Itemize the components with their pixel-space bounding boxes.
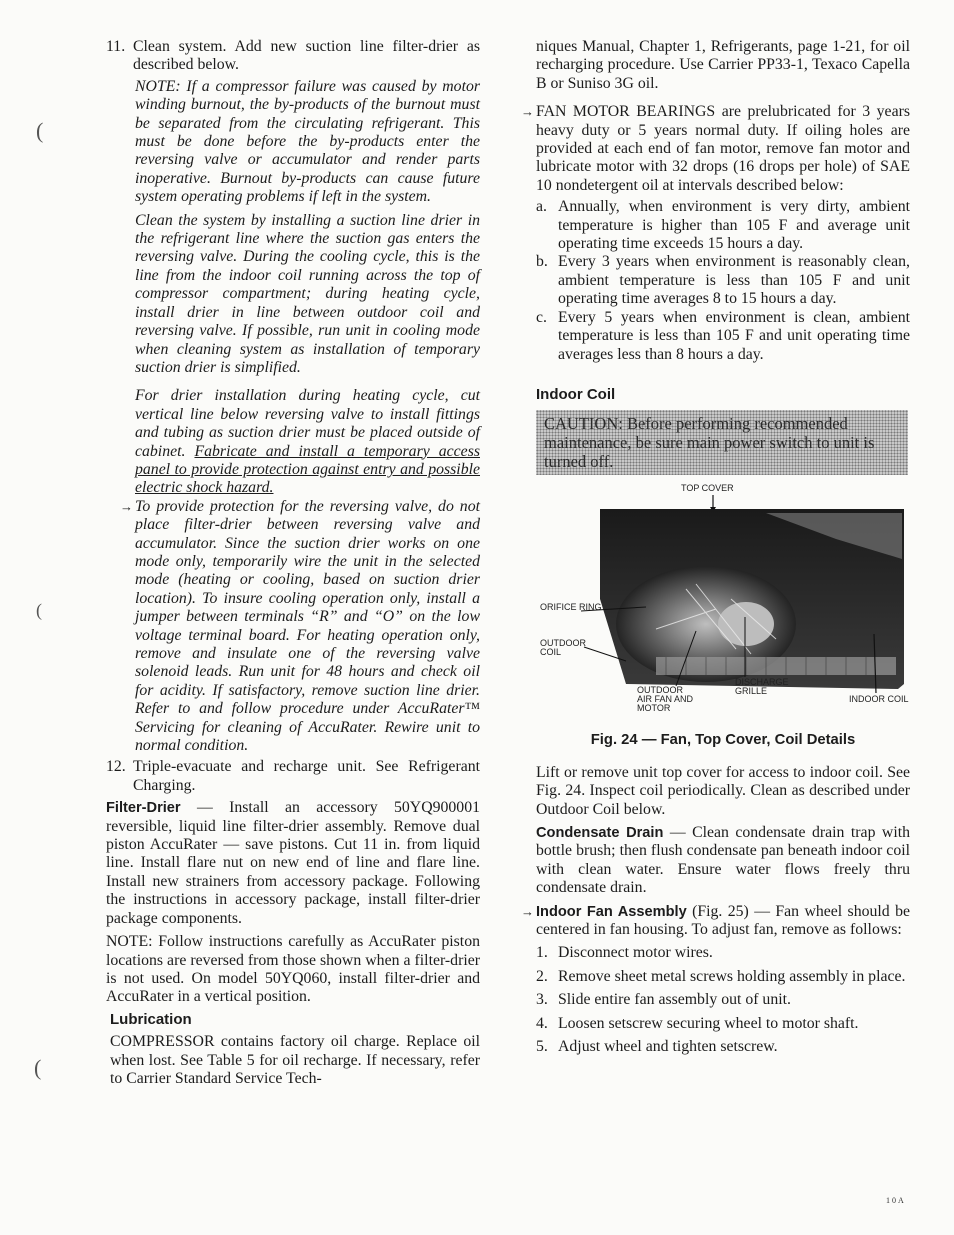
lubrication-heading: Lubrication [110,1010,192,1028]
fig-24-photo [536,479,910,729]
condensate-text: — Clean condensate drain trap with bottle brush; then flush condensate pan beneath indoor coil with clean water. Ensure water flows freely thru condensate drain. [536,823,910,897]
lift-cover-text: Lift or remove unit top cover for access to indoor coil. See Fig. 24. Inspect coil periodically. Clean as described under Outdoor Coil below. [536,763,910,818]
item-text: Annually, when environment is very dirty, ambient temperature is higher than 105 F and average unit operating time exceeds 15 hours a day. [558,198,910,253]
fan-removal-steps [536,944,910,1056]
change-arrow-icon: → [521,104,534,120]
lubrication-text: COMPRESSOR contains factory oil charge. Replace oil when lost. See Table 5 for oil recharge. If necessary, refer to Carrier Standard Service Tech- [110,1033,480,1087]
change-arrow-icon: → [521,903,534,919]
filter-drier-paragraph [106,799,480,928]
label-indoor-coil: INDOOR COIL [849,694,909,705]
step-number: 4. [536,1014,548,1032]
note-text: For drier installation during heating cycle, cut vertical line below reversing valve to install fittings and tubing as suction drier must be placed outside of cabinet. [135,387,480,460]
item-text: Every 3 years when environment is reasonably clean, ambient temperature is less than 105 F and unit operating time averages 8 to 15 hours a day. [558,253,910,308]
list-item [536,1038,910,1056]
item-letter: b. [536,253,548,271]
fan-motor-text: FAN MOTOR BEARINGS are prelubricated for 3 years heavy duty or 5 years normal duty. If oiling holes are provided at each end of fan motor, remove fan motor and lubricate motor with 32 drops (16 drops per hole) of SAE 10 nondetergent oil at intervals described below: [536,103,910,194]
item-text: Every 5 years when environment is clean, ambient temperature is less than 105 F and unit operating time averages less than 8 hours a day. [558,308,910,363]
note-paragraph: NOTE: If a compressor failure was caused by motor winding burnout, the by-products of the burnout must be separated from the circulating refrigerant. This must be done before the by-products enter the reversing valve or accumulator and render parts inoperative. Burnout by-products can cause future system operating problems if left in the system. [135,77,480,206]
step-number: 5. [536,1038,548,1055]
change-arrow-icon: → [120,498,133,514]
list-item [536,253,910,308]
warning-text: Fabricate and install a temporary access panel to provide protection against entry and possible electric shock hazard. [135,442,480,497]
list-item [536,198,910,253]
step-text: Clean system. Add new suction line filter-drier as described below. [133,38,480,74]
filter-drier-label: Filter-Drier [106,800,181,817]
step-text: Adjust wheel and tighten setscrew. [558,1038,778,1055]
step-number: 2. [536,967,548,985]
step-text: Slide entire fan assembly out of unit. [558,991,791,1009]
condensate-label: Condensate Drain [536,824,664,841]
label-outdoor-coil: OUTDOOR COIL [540,638,586,658]
step-text: Loosen setscrew securing wheel to motor shaft. [558,1014,859,1032]
fan-motor-paragraph [521,103,910,195]
figure-caption: Fig. 24 — Fan, Top Cover, Coil Details [590,732,856,749]
margin-bracket-mark: ( [36,118,44,143]
step-number: 12. [106,758,126,776]
list-item [536,1015,910,1033]
item-letter: a. [536,198,547,216]
step-text: Disconnect motor wires. [558,944,713,962]
indoor-fan-paragraph [521,902,910,940]
step-number: 3. [536,991,548,1009]
step-12 [106,758,480,795]
continued-text: niques Manual, Chapter 1, Refrigerants, page 1-21, for oil recharging procedure. Use Carrier PP33-1, Texaco Capella B or Suniso 3G oil. [536,38,910,92]
indoor-coil-heading: Indoor Coil [536,385,616,403]
step-number: 11. [106,38,126,55]
margin-bracket-mark: ( [36,600,42,620]
step-text: Triple-evacuate and recharge unit. See Refrigerant Charging. [133,758,480,794]
list-item [536,991,910,1009]
step-11 [106,38,480,75]
accurater-note: NOTE: Follow instructions carefully as AccuRater piston locations are reversed from those shown when a filter-drier is not used. On model 50YQ060, install filter-drier and AccuRater in a vertical position. [106,933,480,1006]
right-column [521,38,910,1056]
left-column [106,38,480,1088]
indoor-fan-text: (Fig. 25) — Fan wheel should be centered in fan housing. To adjust fan, remove as follows: [536,902,910,938]
filter-drier-text: — Install an accessory 50YQ900001 reversible, liquid line filter-drier assembly. Remove dual piston AccuRater — save pistons. Cut 11 in. from liquid line. Install flare nut on new end of line and flare line. Install new strainers from accessory package. Following the instructions in accessory package, install filter-drier package components. [106,799,480,927]
caution-box: CAUTION: Before performing recommended maintenance, be sure main power switch to unit is turned off. [536,410,908,475]
note-text: To provide protection for the reversing valve, do not place filter-drier between reversing valve and accumulator. Since the suction drier works on one mode only, temporarily wire the unit in the selected mode (heating or cooling, based on suction drier location). To insure cooling operation only, install a jumper between terminals “R” and “O” on the low voltage terminal board. For heating operation only, remove and insulate one of the reversing valve solenoid leads. Run unit for 48 hours and check oil for acidity. If satisfactory, remove suction line drier. Refer to and follow procedure under AccuRater™ Servicing for cleaning of AccuRater. Rewire unit to normal condition. [135,497,480,755]
lubrication-intervals [536,198,910,364]
margin-bracket-mark: ( [34,1055,42,1080]
label-top-cover: TOP COVER [681,483,734,494]
label-outdoor-fan: OUTDOOR AIR FAN AND MOTOR [637,685,694,714]
note-paragraph: Clean the system by installing a suction line drier in the refrigerant line where the suction gas enters the reversing valve. During the cooling cycle, this is the line from the indoor coil running across the top of compressor compartment; during heating cycle, install drier in line between outdoor coil and reversing valve. If possible, run unit in cooling mode when cleaning system as installation of temporary suction drier is simplified. [135,211,480,376]
note-paragraph [135,387,480,497]
label-discharge-grille: DISCHARGE GRILLE [735,677,789,697]
step-number: 1. [536,944,548,962]
list-item [536,968,910,986]
label-orifice-ring: ORIFICE RING [540,602,602,613]
list-item [536,944,910,962]
burnout-note [120,77,480,756]
indoor-fan-label: Indoor Fan Assembly [536,903,687,920]
step-text: Remove sheet metal screws holding assembly in place. [558,967,906,985]
list-item [536,309,910,364]
note-paragraph [120,497,480,756]
condensate-paragraph [536,824,910,898]
page-number: 10A [886,1196,906,1205]
item-letter: c. [536,308,547,326]
